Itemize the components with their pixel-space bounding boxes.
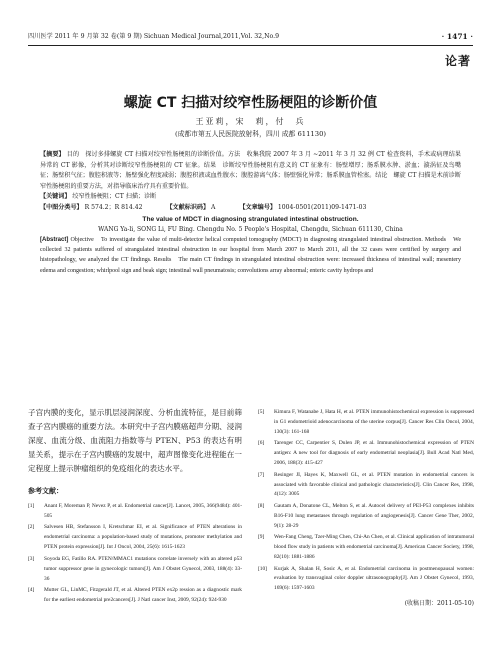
classification-line xyxy=(40,203,461,214)
references-list-left xyxy=(28,502,242,606)
right-column xyxy=(258,408,474,607)
reference-item: [2] Salvesen HB, Stefansson I, Kretschmar EI, et al. Significance of PTEN alterations in endometrial carcinoma: a population-based study of mutations, promoter methylation and PTEN protein expression[J]. Int J Oncol, 2004, 25(6): 1615-1623 xyxy=(28,524,242,551)
reference-item: [1] Anant F, Moreman P, Nevez P, et al. Endometrial cancer[J]. Lancet, 2005, 366(9484): 401-505 xyxy=(28,503,242,519)
references-list-right xyxy=(258,408,474,594)
authors-cn: 王亚莉，宋 莉，付 兵 xyxy=(195,117,306,126)
keywords-cn-label: 【关键词】 xyxy=(40,193,71,201)
reference-item: [7] Resinger JI, Hayes K, Maxwell GL, et al. PTEN mutation in endometrial cancers is associated with favorable clinical and pathologic characteristics[J]. Clin Cancer Res, 1998, 4(12): 3005 xyxy=(258,471,474,498)
page-number: · 1471 · xyxy=(441,32,473,41)
doc-code-label: 【文献标识码】 xyxy=(166,203,210,211)
article-title-cn: 螺旋 CT 扫描对绞窄性肠梗阻的诊断价值 xyxy=(123,95,378,111)
keywords-cn-text: 绞窄性肠梗阻；CT 扫描；诊断 xyxy=(72,193,157,201)
body-paragraph: 子宫内膜的变化，显示肌层浸润深度、分析血流特征，是目前筛查子宫内膜癌的重要方法。本研究中子宫内膜癌超声分期、浸润深度、血流分级、血流阻力指数等与 PTEN、P53 的表达有明显关系，提示在子宫内膜癌的发展中，超声图像变化进程能在一定程度上提示肿瘤组织的免疫组化的表达水平。 xyxy=(28,408,242,473)
clc-label: 【中图分类号】 xyxy=(40,203,83,211)
section-label: 论著 xyxy=(444,54,471,68)
reference-item: [9] Wen-Fang Cheng, Tzer-Ming Chen, Chi-An Chen, et al. Clinical application of intratumoral blood flow study in patients with endometrial carcinoma[J]. American Cancer Society, 1998, 82(10): 1881-1886 xyxy=(258,534,474,561)
running-head-text: 四川医学 2011 年 9 月第 32 卷(第 9 期) Sichuan Medical Journal,2011,Vol. 32,No.9 xyxy=(28,33,280,40)
doc-code-value: A xyxy=(211,203,216,211)
clc-value: R 574.2；R 814.42 xyxy=(84,203,143,211)
reference-item: [8] Gautam A, Donatone CL, Melton S, et al. Autocel delivery of PEI-P53 complexes inhibits B16-F10 lung metastases through regulation of angiogenesis[J]. Cancer Gene Ther, 2002, 9(1): 28-29 xyxy=(258,502,474,529)
abstract-block xyxy=(40,150,461,276)
reference-item: [4] Mutter GL, LinMC, Fitzgerald JT, et al. Altered PTEN ex2p ression as a diagnostic mark for the earliest endometrial pre2cancers[J]. J Natl cancer Inst, 2009, 92(24): 924-930 xyxy=(28,587,242,603)
reference-item: [5] Kimura F, Watanabe J, Hata H, et al. PTEN immunohistochemical expression is suppressed in G1 endometrioid adenocarcinoma of the uterine corpus[J]. Cancer Res Clin Oncol, 2004, 130(3): 161-168 xyxy=(258,409,474,435)
references-title: 参考文献： xyxy=(28,487,63,495)
abstract-cn-text: 目的 探讨多排螺旋 CT 扫描对绞窄性肠梗阻的诊断价值。方法 收集我院 2007 年 3 月 ~2011 年 3 月 32 例 CT 检查资料，手术或病理结果异常的 CT 影像，分析其对诊断绞窄性肠梗阻的 CT 征象。结果 诊断绞窄性肠梗阻有意义的 CT 征象有：肠壁增厚；肠系膜水肿、淤血；漩涡征及鸟嘴征；肠壁积气征；腹腔积液等；肠壁强化程度减弱；腹腔积液或血性腹水；腹腔游离气体；肠壁强化异常；肠系膜血管栓塞。结论 螺旋 CT 扫描是术前诊断窄性肠梗阻的重要方法，对指导临床治疗具有重要价值。 xyxy=(40,151,462,190)
running-head xyxy=(28,31,473,46)
left-column xyxy=(28,406,242,607)
article-no-label: 【文章编号】 xyxy=(239,203,276,211)
reference-item: [3] Soyoda EG, Fatillo RA. PTEN/MMAC1 mutations correlate inversely with an altered p53 tumor suppressor gene in gynecologic tumors[J]. Am J Obstet Gynecol, 2003, 188(4): 33-36 xyxy=(28,555,242,582)
abstract-cn xyxy=(40,150,461,192)
abstract-en xyxy=(40,235,461,277)
abstract-cn-label: 【摘要】 xyxy=(40,151,65,158)
keywords-cn xyxy=(40,192,461,203)
reference-item: [10] Kurjak A, Shalan H, Sosic A, et al. Endometrial carcinoma in postmenopausal women: evaluation by transvaginal color doppler ultrasonography[J]. Am J Obstet Gynecol, 1993, 169(6): 1597-1603 xyxy=(258,565,474,592)
abstract-en-label: [Abstract] xyxy=(40,236,69,243)
article-title-en: The value of MDCT in diagnosing strangulated intestinal obstruction. xyxy=(142,215,359,223)
authors-en: WANG Ya-li, SONG Li, FU Bing. Chengdu No. 5 People's Hospital, Chengdu, Sichuan 611130, China xyxy=(98,225,403,233)
received-date: (收稿日期：2011-05-10) xyxy=(404,600,474,608)
reference-item: [6] Tarenger CC, Carpentier S, Dulen JP, et al. Immunohistochemical expression of PTEN antigen: A new tool for diagnosis of early endometrial neoplasia[J]. Bull Acad Natl Med, 2006, 188(3): 415-427 xyxy=(258,440,474,467)
article-no-value: 1004-0501(2011)09-1471-03 xyxy=(277,203,367,211)
abstract-en-text: Objective To investigate the value of multi-detector helical computed tomography (MDCT) in diagnosing strangulated intestinal obstruction. Methods We collected 32 patients suffered of strangulated intestinal obstruction in our hospital from March 2007 to March 2011, all the 32 cases were certified by surgery and histopathology, we analyzed the CT findings. Results The main CT findings in strangulated intestinal obstruction were: increased thickness of intestinal wall; mesentery edema and congestion; whirlpool sign and beak sign; intestinal wall pneumatosis; convolutions array abnormal; enteric cavity hydrops and xyxy=(40,236,461,274)
affiliation-cn: (成都市第五人民医院放射科，四川 成都 611130) xyxy=(174,130,327,138)
